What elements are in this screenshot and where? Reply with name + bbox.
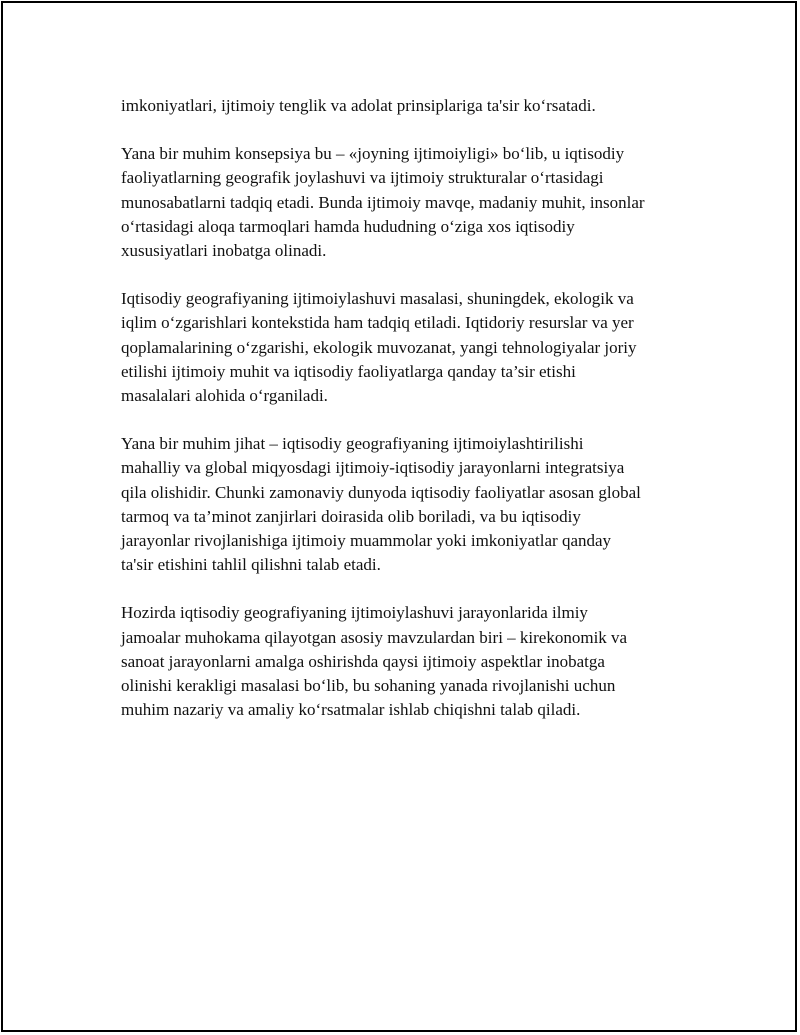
document-page xyxy=(1,1,797,1032)
document-body xyxy=(121,94,701,746)
paragraph-2: Yana bir muhim konsepsiya bu – «joyning ijtimoiyligi» bo‘lib, u iqtisodiy faoliyatlarning geografik joylashuvi va ijtimoiy strukturalar o‘rtasidagi munosabatlarni tadqiq etadi. Bunda ijtimoiy mavqe, madaniy muhit, insonlar o‘rtasidagi aloqa tarmoqlari hamda hududning o‘ziga xos iqtisodiy xususiyatlari inobatga olinadi. xyxy=(121,144,645,261)
paragraph-5: Hozirda iqtisodiy geografiyaning ijtimoiylashuvi jarayonlarida ilmiy jamoalar muhokama qilayotgan asosiy mavzulardan biri – kirekonomik va sanoat jarayonlarni amalga oshirishda qaysi ijtimoiy aspektlar inobatga olinishi kerakligi masalasi bo‘lib, bu sohaning yanada rivojlanishi uchun muhim nazariy va amaliy ko‘rsatmalar ishlab chiqishni talab qiladi. xyxy=(121,603,628,720)
paragraph-3: Iqtisodiy geografiyaning ijtimoiylashuvi masalasi, shuningdek, ekologik va iqlim o‘zgarishlari kontekstida ham tadqiq etiladi. Iqtidoriy resurslar va yer qoplamalarining o‘zgarishi, ekologik muvozanat, yangi tehnologiyalar joriy etilishi ijtimoiy muhit va iqtisodiy faoliyatlarga qanday ta’sir etishi masalalari alohida o‘rganiladi. xyxy=(121,289,637,406)
paragraph-4: Yana bir muhim jihat – iqtisodiy geografiyaning ijtimoiylashtirilishi mahalliy va global miqyosdagi ijtimoiy-iqtisodiy jarayonlarni integratsiya qila olishidir. Chunki zamonaviy dunyoda iqtisodiy faoliyatlar asosan global tarmoq va ta’minot zanjirlari doirasida olib boriladi, va bu iqtisodiy jarayonlar rivojlanishiga ijtimoiy muammolar yoki imkoniyatlar qanday ta'sir etishini tahlil qilishni talab etadi. xyxy=(121,434,641,575)
paragraph-1: imkoniyatlari, ijtimoiy tenglik va adolat prinsiplariga ta'sir ko‘rsatadi. xyxy=(121,96,596,115)
